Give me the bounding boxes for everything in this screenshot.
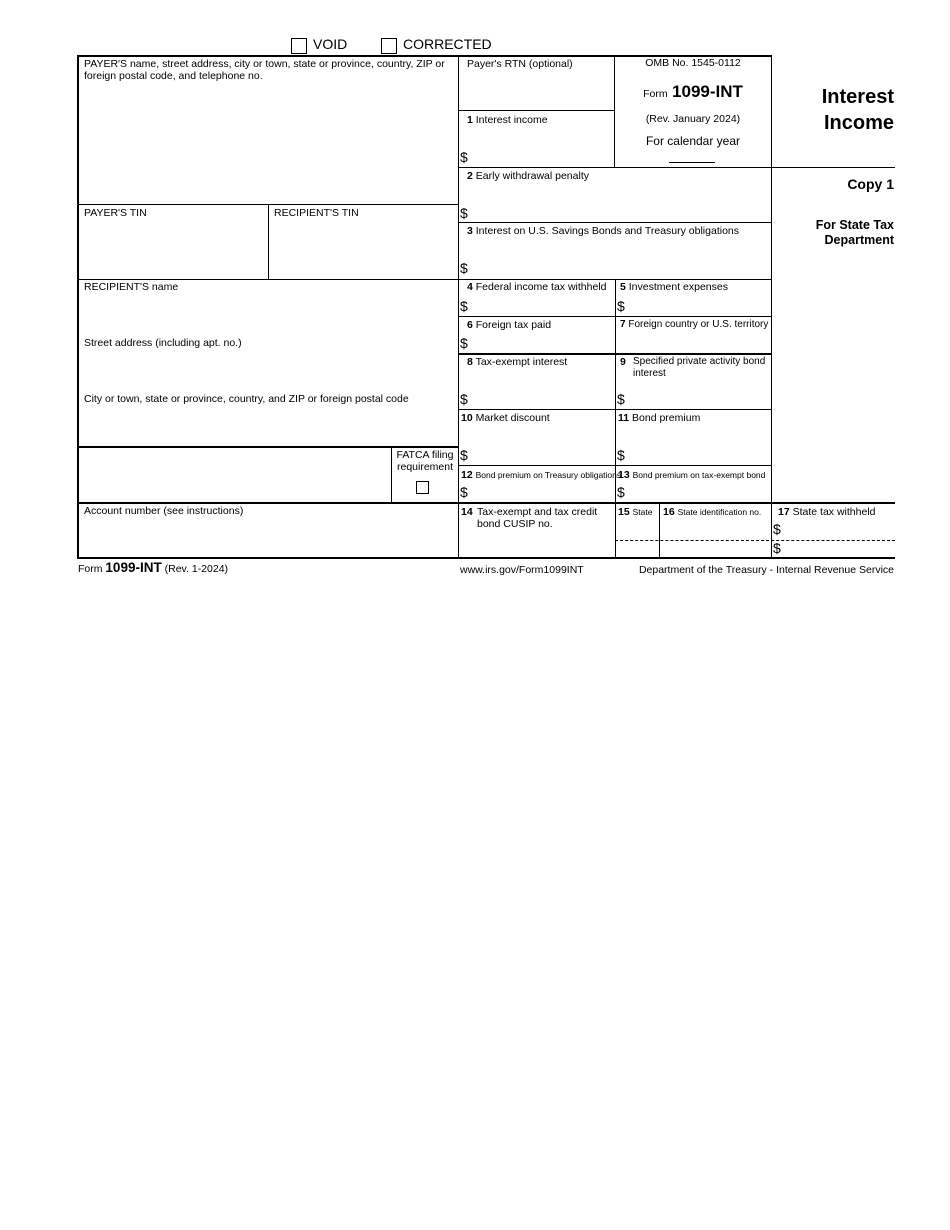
form-word: Form — [643, 88, 668, 100]
fatca-checkbox[interactable] — [416, 481, 429, 494]
line-box10-bottom — [458, 465, 771, 466]
box11-dollar: $ — [617, 447, 625, 463]
box15-field-2[interactable] — [617, 542, 658, 556]
line-recipient-bottom — [77, 446, 458, 448]
box9-field[interactable] — [629, 382, 769, 408]
payer-name-field[interactable] — [79, 85, 457, 203]
box8-label: 8 Tax-exempt interest — [467, 356, 568, 368]
line-title-bottom — [771, 167, 895, 168]
payer-rtn-label: Payer's RTN (optional) — [467, 58, 573, 70]
recipient-name-label: RECIPIENT'S name — [84, 281, 179, 293]
form-id — [615, 82, 771, 102]
box6-dollar: $ — [460, 335, 468, 351]
corrected-label: CORRECTED — [403, 36, 492, 52]
void-label: VOID — [313, 36, 348, 52]
recipient-address-field[interactable] — [79, 296, 457, 444]
footer-department: Department of the Treasury - Internal Revenue Service — [638, 564, 894, 576]
box1-label: 1 Interest income — [467, 114, 548, 126]
line-box2-bottom — [458, 222, 771, 223]
divider-right — [771, 55, 772, 503]
box8-dollar: $ — [460, 391, 468, 407]
payer-name-label: PAYER'S name, street address, city or town, state or province, country, ZIP or foreign postal code, and telephone no. — [84, 58, 445, 82]
box6-field[interactable] — [472, 333, 612, 352]
line-box4-bottom — [458, 316, 771, 317]
line-state-dashed — [615, 540, 895, 541]
line-box3-bottom — [458, 279, 771, 280]
box16-field-1[interactable] — [661, 520, 770, 539]
box9-number: 9 — [620, 356, 626, 368]
box10-label: 10 Market discount — [461, 412, 550, 424]
divider-fatca — [391, 446, 392, 502]
box14-field[interactable] — [460, 530, 614, 556]
box15-field-1[interactable] — [617, 520, 658, 539]
payer-tin-field[interactable] — [79, 222, 267, 278]
box1-dollar: $ — [460, 149, 468, 165]
box3-field[interactable] — [472, 240, 768, 278]
box17-label: 17 State tax withheld — [778, 506, 876, 518]
box4-field[interactable] — [472, 296, 612, 315]
box10-field[interactable] — [472, 428, 612, 464]
divider-mid-omb — [614, 55, 615, 167]
box5-field[interactable] — [629, 296, 769, 315]
footer-form-word: Form — [78, 563, 103, 575]
box16-label: 16 State identification no. — [663, 506, 762, 518]
account-number-label: Account number (see instructions) — [84, 505, 244, 517]
box7-field[interactable] — [617, 333, 769, 352]
corrected-checkbox[interactable] — [381, 38, 397, 54]
copy-destination-line1: For State Tax — [815, 218, 894, 232]
account-number-field[interactable] — [79, 520, 457, 556]
divider-left-mid — [458, 55, 459, 558]
box4-label: 4 Federal income tax withheld — [467, 281, 607, 293]
box10-dollar: $ — [460, 447, 468, 463]
calendar-year-line[interactable] — [669, 162, 715, 163]
box14-number: 14 — [461, 506, 473, 518]
payer-tin-label: PAYER'S TIN — [84, 207, 147, 219]
box2-field[interactable] — [472, 184, 768, 221]
omb-number: OMB No. 1545-0112 — [645, 57, 741, 69]
recipient-tin-label: RECIPIENT'S TIN — [274, 207, 359, 219]
box13-field[interactable] — [629, 482, 769, 501]
box4-dollar: $ — [460, 298, 468, 314]
recipient-tin-field[interactable] — [270, 222, 457, 278]
copy-label: Copy 1 — [847, 176, 894, 192]
city-label: City or town, state or province, country, and ZIP or foreign postal code — [84, 393, 409, 405]
box5-dollar: $ — [617, 298, 625, 314]
box9-label: Specified private activity bond interest — [633, 356, 766, 379]
footer-url[interactable]: www.irs.gov/Form1099INT — [460, 564, 584, 576]
box12-label: 12 Bond premium on Treasury obligations — [461, 469, 622, 481]
box14-label: Tax-exempt and tax credit bond CUSIP no. — [477, 506, 598, 530]
void-checkbox[interactable] — [291, 38, 307, 54]
box6-label: 6 Foreign tax paid — [467, 319, 552, 331]
box17-dollar-2: $ — [773, 540, 781, 556]
divider-box15-16 — [659, 503, 660, 558]
line-rtn-bottom — [458, 110, 614, 111]
line-box6-bottom — [458, 353, 771, 355]
box3-label: 3 Interest on U.S. Savings Bonds and Treasury obligations — [467, 225, 739, 237]
box17-field-1[interactable] — [785, 520, 893, 539]
fatca-label: FATCA filing requirement — [396, 449, 454, 473]
form-title-line2: Income — [823, 112, 894, 134]
box17-dollar-1: $ — [773, 521, 781, 537]
box8-field[interactable] — [472, 372, 612, 408]
box2-dollar: $ — [460, 205, 468, 221]
box9-dollar: $ — [617, 391, 625, 407]
form-border-bottom — [77, 557, 895, 559]
footer-form-number: 1099-INT — [105, 560, 162, 575]
box12-dollar: $ — [460, 484, 468, 500]
copy-destination-line2: Department — [824, 233, 894, 247]
divider-box16-17 — [771, 503, 772, 558]
box17-field-2[interactable] — [785, 542, 893, 556]
box7-label: 7 Foreign country or U.S. territory — [620, 319, 769, 330]
calendar-year-label: For calendar year — [645, 134, 741, 148]
box15-label: 15 State — [618, 506, 653, 518]
form-title-line1: Interest — [821, 86, 894, 108]
box1-field[interactable] — [472, 128, 612, 166]
footer-revision: (Rev. 1-2024) — [164, 563, 229, 575]
form-number: 1099-INT — [672, 82, 743, 101]
box13-label: 13 Bond premium on tax-exempt bond — [618, 469, 766, 481]
divider-boxes-mid — [615, 279, 616, 558]
footer-form-id — [78, 562, 228, 575]
revision-date: (Rev. January 2024) — [645, 113, 741, 125]
box5-label: 5 Investment expenses — [620, 281, 728, 293]
street-address-label: Street address (including apt. no.) — [84, 337, 242, 349]
box13-dollar: $ — [617, 484, 625, 500]
divider-tins — [268, 204, 269, 279]
line-box8-bottom — [458, 409, 771, 410]
box16-field-2[interactable] — [661, 542, 770, 556]
line-tin-bottom — [77, 279, 458, 280]
box11-field[interactable] — [629, 428, 769, 464]
line-fatca-bottom — [77, 502, 895, 504]
box12-field[interactable] — [472, 482, 612, 501]
box3-dollar: $ — [460, 260, 468, 276]
box2-label: 2 Early withdrawal penalty — [467, 170, 589, 182]
box11-label: 11 Bond premium — [618, 412, 701, 424]
